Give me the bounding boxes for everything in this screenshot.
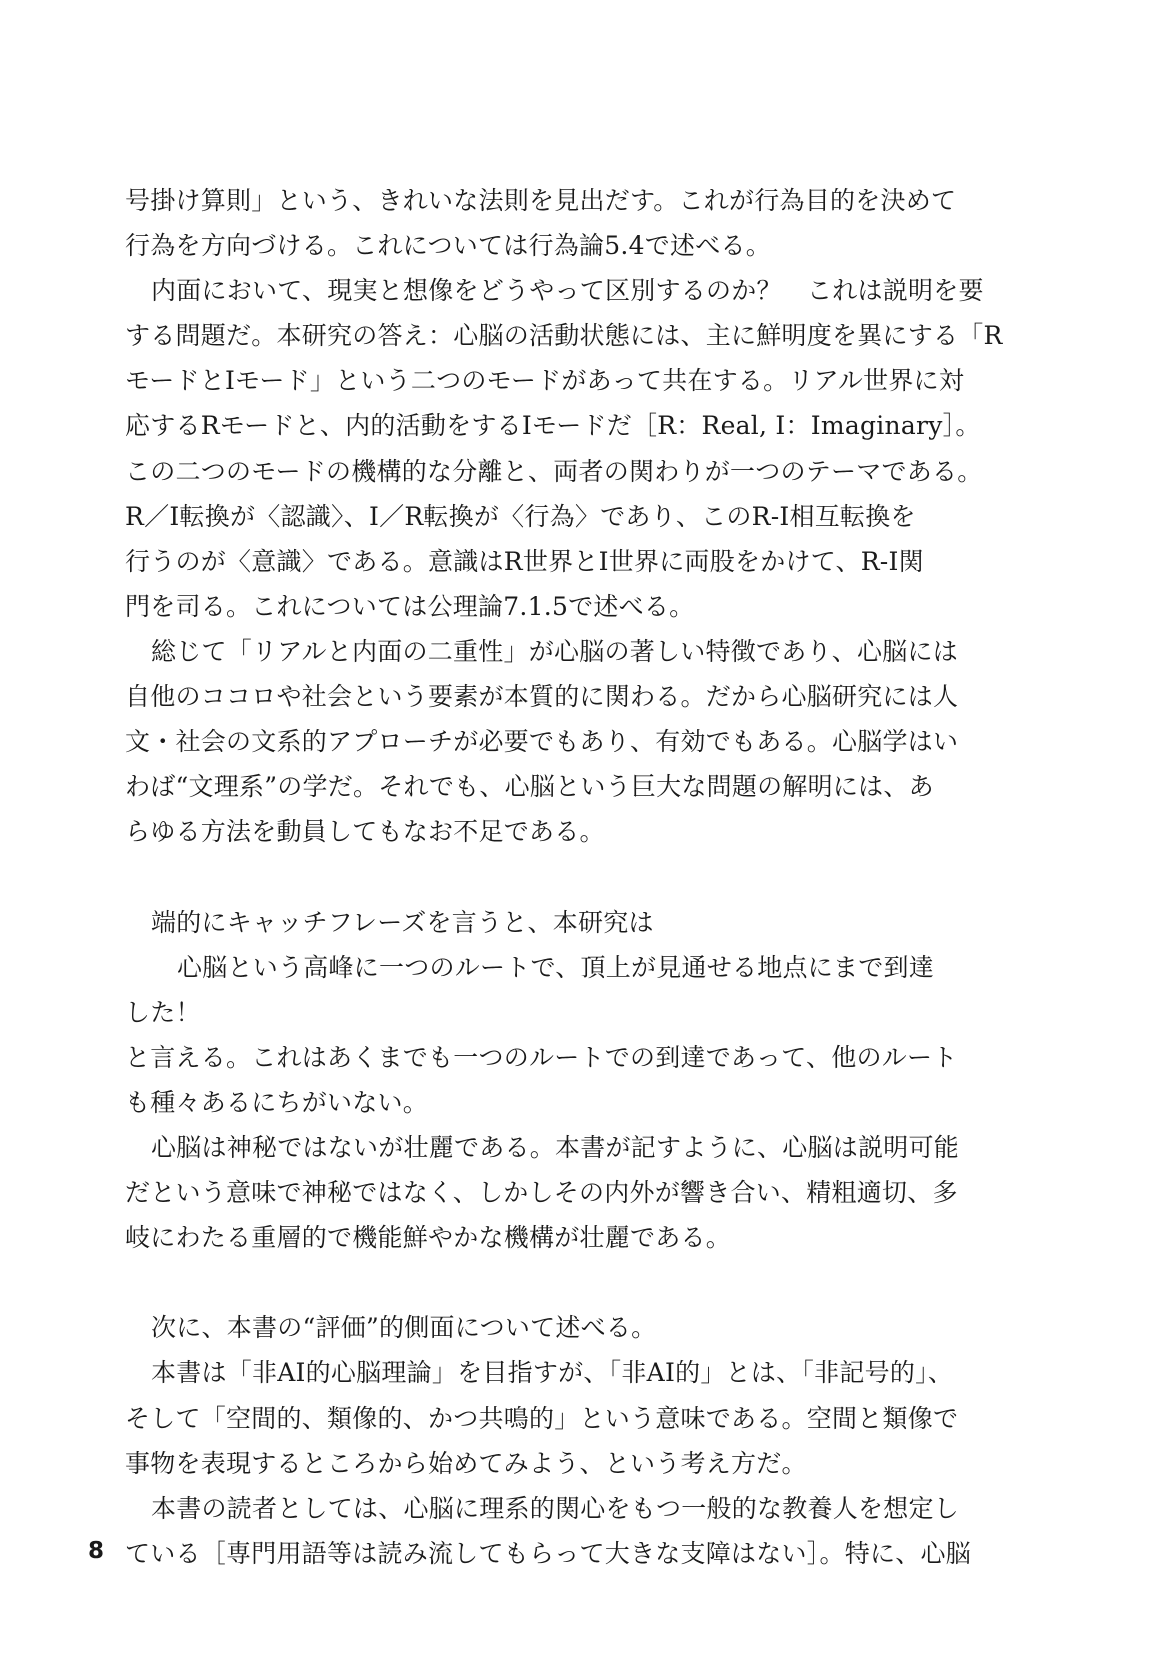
text-line: R／I転換が〈認識〉、I／R転換が〈行為〉であり、このR‐I相互転換を: [125, 501, 916, 531]
catchphrase-line: した！: [125, 997, 201, 1027]
text-line: 門を司る。これについては公理論7.1.5で述べる。: [125, 591, 695, 621]
text-line: 次に、本書の“評価”的側面について述べる。: [151, 1313, 657, 1343]
text-line: と言える。これはあくまでも一つのルートでの到達であって、他のルート: [125, 1042, 958, 1072]
text-line: 本書の読者としては、心脳に理系的関心をもつ一般的な教養人を想定し: [151, 1493, 960, 1523]
text-line: 応するRモードと、内的活動をするIモードだ［R：Real, I：Imaginary］。: [125, 411, 981, 441]
text-line: 文・社会の文系的アプローチが必要でもあり、有効でもある。心脳学はい: [125, 727, 959, 757]
text-line: 号掛け算則」という、きれいな法則を見出だす。これが行為目的を決めて: [125, 186, 957, 215]
catchphrase-line: 心脳という高峰に一つのルートで、頂上が見通せる地点にまで到達: [177, 952, 935, 982]
page-number: 8: [88, 1538, 105, 1564]
text-line: 自他のココロや社会という要素が本質的に関わる。だから心脳研究には人: [125, 682, 959, 712]
page-body: [125, 178, 1003, 1576]
text-line: 端的にキャッチフレーズを言うと、本研究は: [151, 907, 654, 937]
text-line: この二つのモードの機構的な分離と、両者の関わりが一つのテーマである。: [125, 456, 983, 486]
text-line: そして「空間的、類像的、かつ共鳴的」という意味である。空間と類像で: [125, 1403, 959, 1433]
text-line: 行うのが〈意識〉である。意識はR世界とI世界に両股をかけて、R‐I関: [125, 546, 924, 576]
text-line: 心脳は神秘ではないが壮麗である。本書が記すように、心脳は説明可能: [151, 1132, 960, 1162]
text-line: も種々あるにちがいない。: [125, 1087, 429, 1117]
text-line: 行為を方向づける。これについては行為論5.4で述べる。: [125, 231, 772, 261]
text-line: わば“文理系”の学だ。それでも、心脳という巨大な問題の解明には、あ: [125, 772, 934, 802]
paragraph-gap: [125, 1260, 985, 1305]
paragraph-gap: [125, 854, 985, 899]
text-line: だという意味で神秘ではなく、しかしその内外が響き合い、精粗適切、多: [125, 1178, 958, 1208]
text-line: 総じて「リアルと内面の二重性」が心脳の著しい特徴であり、心脳には: [151, 636, 959, 666]
text-line: ている［専門用語等は読み流してもらって大きな支障はない］。特に、心脳: [125, 1538, 972, 1568]
text-line: らゆる方法を動員してもなお不足である。: [125, 817, 605, 847]
text-line: モードとIモード」という二つのモードがあって共在する。リアル世界に対: [125, 366, 965, 396]
text-line: 岐にわたる重層的で機能鮮やかな機構が壮麗である。: [125, 1223, 732, 1253]
text-line: する問題だ。本研究の答え：心脳の活動状態には、主に鮮明度を異にする「R: [125, 321, 1003, 351]
text-line: 事物を表現するところから始めてみよう、という考え方だ。: [125, 1448, 807, 1478]
text-line: 本書は「非AI的心脳理論」を目指すが、「非AI的」とは、「非記号的」、: [151, 1358, 954, 1388]
text-line: 内面において、現実と想像をどうやって区別するのか？ これは説明を要: [151, 276, 984, 306]
